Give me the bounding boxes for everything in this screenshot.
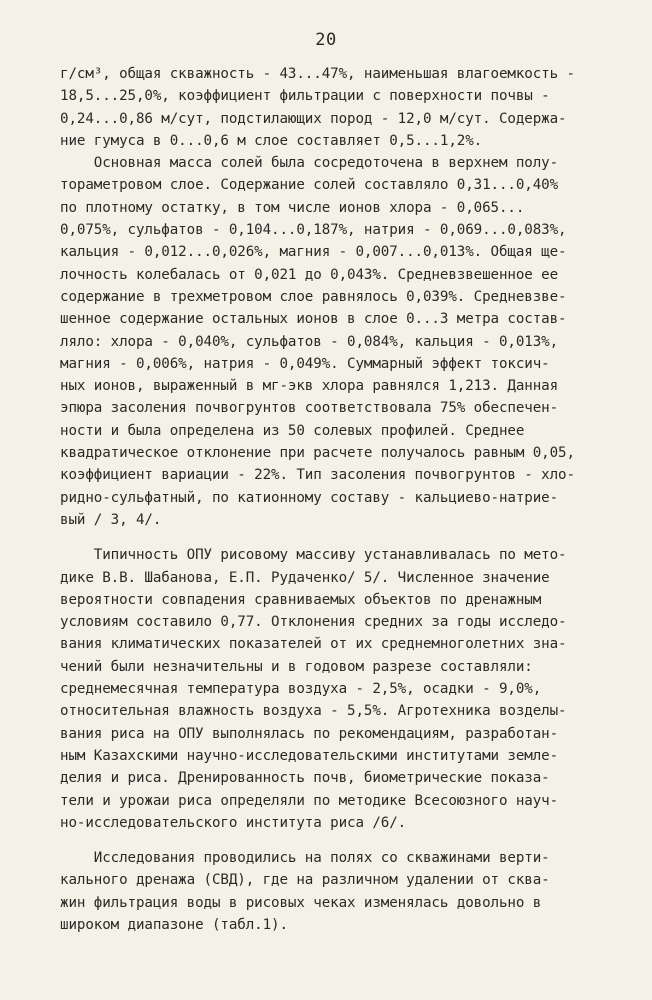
text-line: по плотному остатку, в том числе ионов хлора - 0,065...	[60, 199, 525, 216]
text-line: вания риса на ОПУ выполнялась по рекомендациям, разработан-	[60, 725, 559, 742]
text-line: но-исследовательского института риса /6/.	[60, 814, 407, 831]
paragraph-4	[60, 847, 630, 936]
text-line: Типичность ОПУ рисовому массиву устанавливалась по мето-	[60, 547, 567, 564]
text-line: коэффициент вариации - 22%. Тип засоления почвогрунтов - хло-	[60, 467, 575, 484]
text-line: широком диапазоне (табл.1).	[60, 916, 288, 933]
text-line: среднемесячная температура воздуха - 2,5%, осадки - 9,0%,	[60, 681, 542, 698]
paragraph-gap	[60, 834, 630, 847]
text-line: делия и риса. Дренированность почв, биометрические показа-	[60, 770, 550, 787]
text-line: шенное содержание остальных ионов в слое 0...3 метра состав-	[60, 311, 567, 328]
paragraph-1	[60, 63, 630, 152]
text-line: дике В.В. Шабанова, Е.П. Рудаченко/ 5/. Численное значение	[60, 569, 550, 586]
text-line: лочность колебалась от 0,021 до 0,043%. Средневзвешенное ее	[60, 266, 559, 283]
text-line: ности и была определена из 50 солевых профилей. Среднее	[60, 422, 525, 439]
text-line: условиям составило 0,77. Отклонения средних за годы исследо-	[60, 614, 567, 631]
paragraph-2	[60, 152, 630, 531]
text-line: вероятности совпадения сравниваемых объектов по дренажным	[60, 591, 542, 608]
text-line: жин фильтрация воды в рисовых чеках изменялась довольно в	[60, 894, 542, 911]
text-line: Исследования проводились на полях со скважинами верти-	[60, 850, 550, 867]
text-line: эпюра засоления почвогрунтов соответствовала 75% обеспечен-	[60, 400, 559, 417]
text-line: г/см³, общая скважность - 43...47%, наименьшая влагоемкость -	[60, 66, 575, 82]
text-line: относительная влажность воздуха - 5,5%. Агротехника возделы-	[60, 703, 567, 720]
text-line: 0,075%, сульфатов - 0,104...0,187%, натрия - 0,069...0,083%,	[60, 222, 567, 239]
page-number: 20	[315, 30, 337, 50]
text-line: тели и урожаи риса определяли по методике Всесоюзного науч-	[60, 792, 559, 809]
paragraph-gap	[60, 531, 630, 544]
text-line: ным Казахскими научно-исследовательскими институтами земле-	[60, 747, 559, 764]
text-line: вания климатических показателей от их среднемноголетних зна-	[60, 636, 567, 653]
text-line: 18,5...25,0%, коэффициент фильтрации с поверхности почвы -	[60, 88, 550, 105]
text-line: магния - 0,006%, натрия - 0,049%. Суммарный эффект токсич-	[60, 355, 550, 372]
paragraph-3	[60, 544, 630, 834]
text-line: содержание в трехметровом слое равнялось 0,039%. Средневзве-	[60, 288, 567, 305]
text-line: кальция - 0,012...0,026%, магния - 0,007...0,013%. Общая ще-	[60, 244, 567, 261]
text-line: тораметровом слое. Содержание солей составляло 0,31...0,40%	[60, 177, 559, 194]
text-line: вый / 3, 4/.	[60, 511, 162, 528]
text-line: Основная масса солей была сосредоточена в верхнем полу-	[60, 155, 559, 172]
text-line: ридно-сульфатный, по катионному составу - кальциево-натрие-	[60, 489, 559, 506]
text-line: квадратическое отклонение при расчете получалось равным 0,05,	[60, 445, 575, 462]
text-line: ляло: хлора - 0,040%, сульфатов - 0,084%, кальция - 0,013%,	[60, 333, 559, 350]
text-line: ние гумуса в 0...0,6 м слое составляет 0,5...1,2%.	[60, 132, 483, 149]
body-text	[60, 63, 630, 936]
text-line: 0,24...0,86 м/сут, подстилающих пород - 12,0 м/сут. Содержа-	[60, 110, 567, 127]
text-line: кального дренажа (СВД), где на различном удалении от сква-	[60, 872, 550, 889]
text-line: чений были незначительны и в годовом разрезе составляли:	[60, 658, 533, 675]
text-line: ных ионов, выраженный в мг-экв хлора равнялся 1,213. Данная	[60, 378, 559, 395]
